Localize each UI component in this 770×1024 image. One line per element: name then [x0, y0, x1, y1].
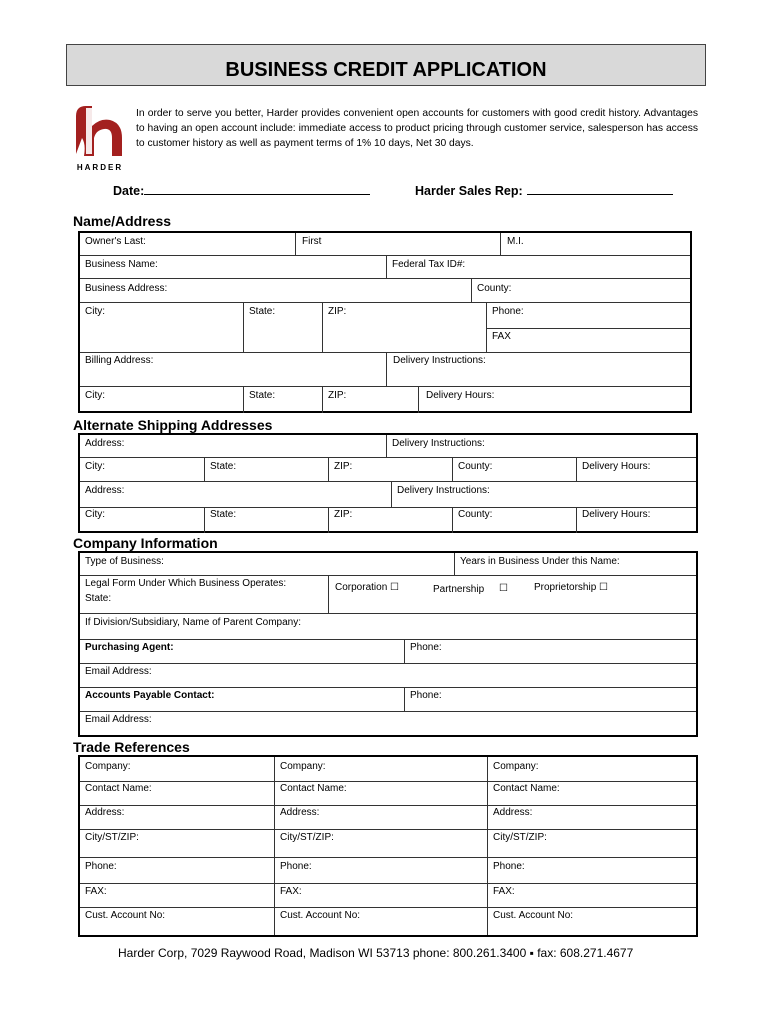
federal-tax-id-field[interactable]: Federal Tax ID#:: [392, 259, 466, 270]
logo-text: HARDER: [76, 163, 124, 172]
ref1-phone-field[interactable]: Phone:: [85, 861, 117, 872]
city-field[interactable]: City:: [85, 306, 105, 317]
ref2-company-field[interactable]: Company:: [280, 761, 326, 772]
date-label: Date:: [113, 184, 145, 198]
section-name-address: Name/Address: [73, 213, 172, 229]
section-trade-references: Trade References: [73, 739, 190, 755]
harder-logo: [72, 104, 128, 176]
fax-field[interactable]: FAX: [492, 331, 511, 342]
sales-rep-input-line[interactable]: [527, 183, 673, 195]
ap-contact-email-field[interactable]: Email Address:: [85, 714, 152, 725]
partnership-checkbox[interactable]: ☐: [499, 583, 508, 594]
intro-paragraph: In order to serve you better, Harder provides convenient open accounts for customers with good credit history. Advantages to having an open account include: immediate access to product pricing through customer service, salesperson has access to customer history as well as payment terms of 1% 10 days, Net 30 days.: [136, 108, 698, 149]
zip-field[interactable]: ZIP:: [328, 306, 347, 317]
alt-shipping-form: [78, 433, 698, 533]
billing-city-field[interactable]: City:: [85, 390, 105, 401]
alt-county-2-field[interactable]: County:: [458, 509, 493, 520]
proprietorship-checkbox[interactable]: Proprietorship ☐: [534, 582, 608, 593]
trade-references-form: [78, 755, 698, 937]
middle-initial-field[interactable]: M.I.: [507, 236, 524, 247]
type-of-business-field[interactable]: Type of Business:: [85, 556, 164, 567]
ref2-city-st-zip-field[interactable]: City/ST/ZIP:: [280, 832, 334, 843]
page-title: BUSINESS CREDIT APPLICATION: [225, 59, 547, 81]
ref1-company-field[interactable]: Company:: [85, 761, 131, 772]
parent-company-field[interactable]: If Division/Subsidiary, Name of Parent Company:: [85, 617, 302, 628]
alt-delivery-hours-2-field[interactable]: Delivery Hours:: [582, 509, 651, 520]
years-in-business-field[interactable]: Years in Business Under this Name:: [460, 556, 620, 567]
ref3-account-no-field[interactable]: Cust. Account No:: [493, 910, 574, 921]
owners-last-field[interactable]: Owner's Last:: [85, 236, 146, 247]
alt-zip-2-field[interactable]: ZIP:: [334, 509, 353, 520]
delivery-instructions-field[interactable]: Delivery Instructions:: [393, 355, 486, 366]
ref1-fax-field[interactable]: FAX:: [85, 886, 107, 897]
ref3-address-field[interactable]: Address:: [493, 807, 533, 818]
footer-contact: Harder Corp, 7029 Raywood Road, Madison WI 53713 phone: 800.261.3400 ▪ fax: 608.271.4677: [118, 946, 634, 960]
ap-contact-phone-field[interactable]: Phone:: [410, 690, 442, 701]
ref3-phone-field[interactable]: Phone:: [493, 861, 525, 872]
ref3-contact-field[interactable]: Contact Name:: [493, 783, 560, 794]
ref1-account-no-field[interactable]: Cust. Account No:: [85, 910, 166, 921]
billing-address-field[interactable]: Billing Address:: [85, 355, 154, 366]
ref2-account-no-field[interactable]: Cust. Account No:: [280, 910, 361, 921]
alt-delivery-instructions-1-field[interactable]: Delivery Instructions:: [392, 438, 485, 449]
ref1-address-field[interactable]: Address:: [85, 807, 125, 818]
ref2-fax-field[interactable]: FAX:: [280, 886, 302, 897]
billing-state-field[interactable]: State:: [249, 390, 276, 401]
alt-county-1-field[interactable]: County:: [458, 461, 493, 472]
company-info-form: [78, 551, 698, 737]
business-name-field[interactable]: Business Name:: [85, 259, 158, 270]
purchasing-agent-field[interactable]: Purchasing Agent:: [85, 642, 174, 653]
delivery-hours-field[interactable]: Delivery Hours:: [426, 390, 495, 401]
alt-state-1-field[interactable]: State:: [210, 461, 237, 472]
business-address-field[interactable]: Business Address:: [85, 283, 168, 294]
alt-state-2-field[interactable]: State:: [210, 509, 237, 520]
partnership-label: Partnership: [433, 584, 485, 595]
alt-delivery-instructions-2-field[interactable]: Delivery Instructions:: [397, 485, 490, 496]
date-input-line[interactable]: [144, 183, 370, 195]
sales-rep-label: Harder Sales Rep:: [415, 184, 523, 198]
ref2-contact-field[interactable]: Contact Name:: [280, 783, 347, 794]
alt-city-1-field[interactable]: City:: [85, 461, 105, 472]
county-field[interactable]: County:: [477, 283, 512, 294]
ap-contact-field[interactable]: Accounts Payable Contact:: [85, 690, 215, 701]
ref2-address-field[interactable]: Address:: [280, 807, 320, 818]
title-banner: [66, 44, 706, 86]
date-field[interactable]: [113, 183, 370, 198]
section-company-info: Company Information: [73, 535, 218, 551]
ref2-phone-field[interactable]: Phone:: [280, 861, 312, 872]
alt-zip-1-field[interactable]: ZIP:: [334, 461, 353, 472]
ref1-contact-field[interactable]: Contact Name:: [85, 783, 152, 794]
alt-address-2-field[interactable]: Address:: [85, 485, 125, 496]
purchasing-agent-email-field[interactable]: Email Address:: [85, 666, 152, 677]
ref1-city-st-zip-field[interactable]: City/ST/ZIP:: [85, 832, 139, 843]
ref3-city-st-zip-field[interactable]: City/ST/ZIP:: [493, 832, 547, 843]
first-name-field[interactable]: First: [302, 236, 322, 247]
alt-delivery-hours-1-field[interactable]: Delivery Hours:: [582, 461, 651, 472]
alt-city-2-field[interactable]: City:: [85, 509, 105, 520]
corporation-checkbox[interactable]: Corporation ☐: [335, 582, 399, 593]
purchasing-agent-phone-field[interactable]: Phone:: [410, 642, 442, 653]
state-field[interactable]: State:: [249, 306, 276, 317]
ref3-fax-field[interactable]: FAX:: [493, 886, 515, 897]
name-address-form: [78, 231, 692, 413]
alt-address-1-field[interactable]: Address:: [85, 438, 125, 449]
harder-logo-icon: [72, 104, 128, 176]
sales-rep-field[interactable]: [415, 183, 673, 198]
section-alt-shipping: Alternate Shipping Addresses: [73, 417, 273, 433]
legal-form-label: Legal Form Under Which Business Operates:: [85, 578, 287, 589]
phone-field[interactable]: Phone:: [492, 306, 524, 317]
legal-state-field[interactable]: State:: [85, 593, 112, 604]
ref3-company-field[interactable]: Company:: [493, 761, 539, 772]
billing-zip-field[interactable]: ZIP:: [328, 390, 347, 401]
